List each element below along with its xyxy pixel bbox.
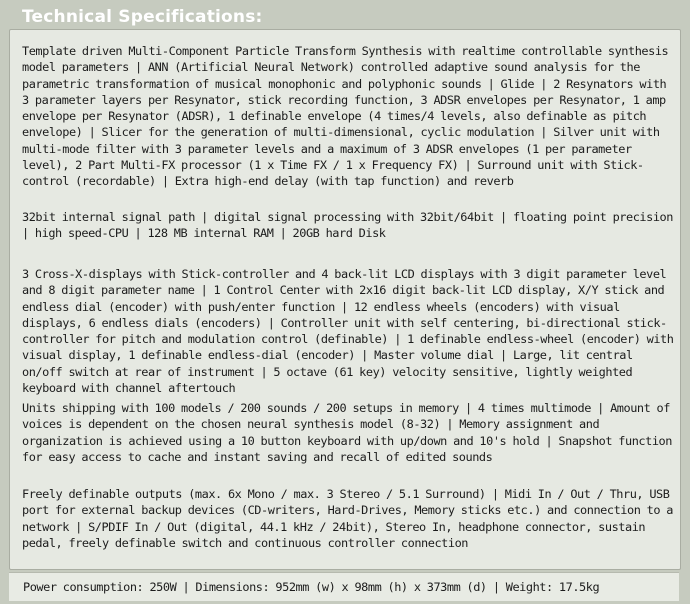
spec-paragraph-connectivity: Freely definable outputs (max. 6x Mono / max. 3 Stereo / 5.1 Surround) | Midi In / Out / Thru, USB port for external backup devices (CD-writers, Hard-Drives, Memory sticks etc.) and connection to a network | S/PDIF In / Out (digital, 44.1 kHz / 24bit), Stereo In, headphone connector, sustain pedal, freely definable switch and continuous controller connection (22, 487, 673, 550)
spec-paragraph-controls: 3 Cross-X-displays with Stick-controller and 4 back-lit LCD displays with 3 digit parameter level and 8 digit parameter name | 1 Control Center with 2x16 digit back-lit LCD display, X/Y stick and endless dial (encoder) with push/enter function | 12 endless wheels (encoders) with visual displays, 6 endless dials (encoders) | Controller unit with self centering, bi-directional stick-controller for pitch and modulation control (definable) | 1 definable endless-wheel (encoder) with visual display, 1 definable endless-dial (encoder) | Master volume dial | Large, lit central on/off switch at rear of instrument | 5 octave (61 key) velocity sensitive, lightly weighted keyboard with channel aftertouch (22, 267, 674, 396)
spec-paragraph-memory: Units shipping with 100 models / 200 sounds / 200 setups in memory | 4 times multimode | Amount of voices is dependent on the chosen neural synthesis model (8-32) | Memory assignment and organization is achieved using a 10 button keyboard with up/down and 10's hold | Snapshot function for easy access to cache and instant saving and recall of edited sounds (22, 401, 672, 464)
spec-paragraph-synthesis: Template driven Multi-Component Particle Transform Synthesis with realtime controllable synthesis model parameters | ANN (Artificial Neural Network) controlled adaptive sound analysis for the parametric transformation of musical monophonic and polyphonic sounds | Glide | 2 Resynators with 3 parameter layers per Resynator, stick recording function, 3 ADSR envelopes per Resynator, 1 amp envelope per Resynator (ADSR), 1 definable envelope (4 times/4 levels, also definable as pitch envelope) | Slicer for the generation of multi-dimensional, cyclic modulation | Silver unit with multi-mode filter with 3 parameter levels and a maximum of 3 ADSR envelopes (1 per parameter level), 2 Part Multi-FX processor (1 x Time FX / 1 x Frequency FX) | Surround unit with Stick-control (recordable) | Extra high-end delay (with tap function) and reverb (22, 44, 669, 189)
specifications-panel (9, 29, 681, 570)
footer-bar (9, 572, 679, 601)
spec-paragraph-processing: 32bit internal signal path | digital signal processing with 32bit/64bit | floating point precision | high speed-CPU | 128 MB internal RAM | 20GB hard Disk (22, 210, 673, 241)
footer-specs: Power consumption: 250W | Dimensions: 952mm (w) x 98mm (h) x 373mm (d) | Weight: 17.5kg (23, 580, 600, 594)
page-title: Technical Specifications: (22, 7, 263, 27)
